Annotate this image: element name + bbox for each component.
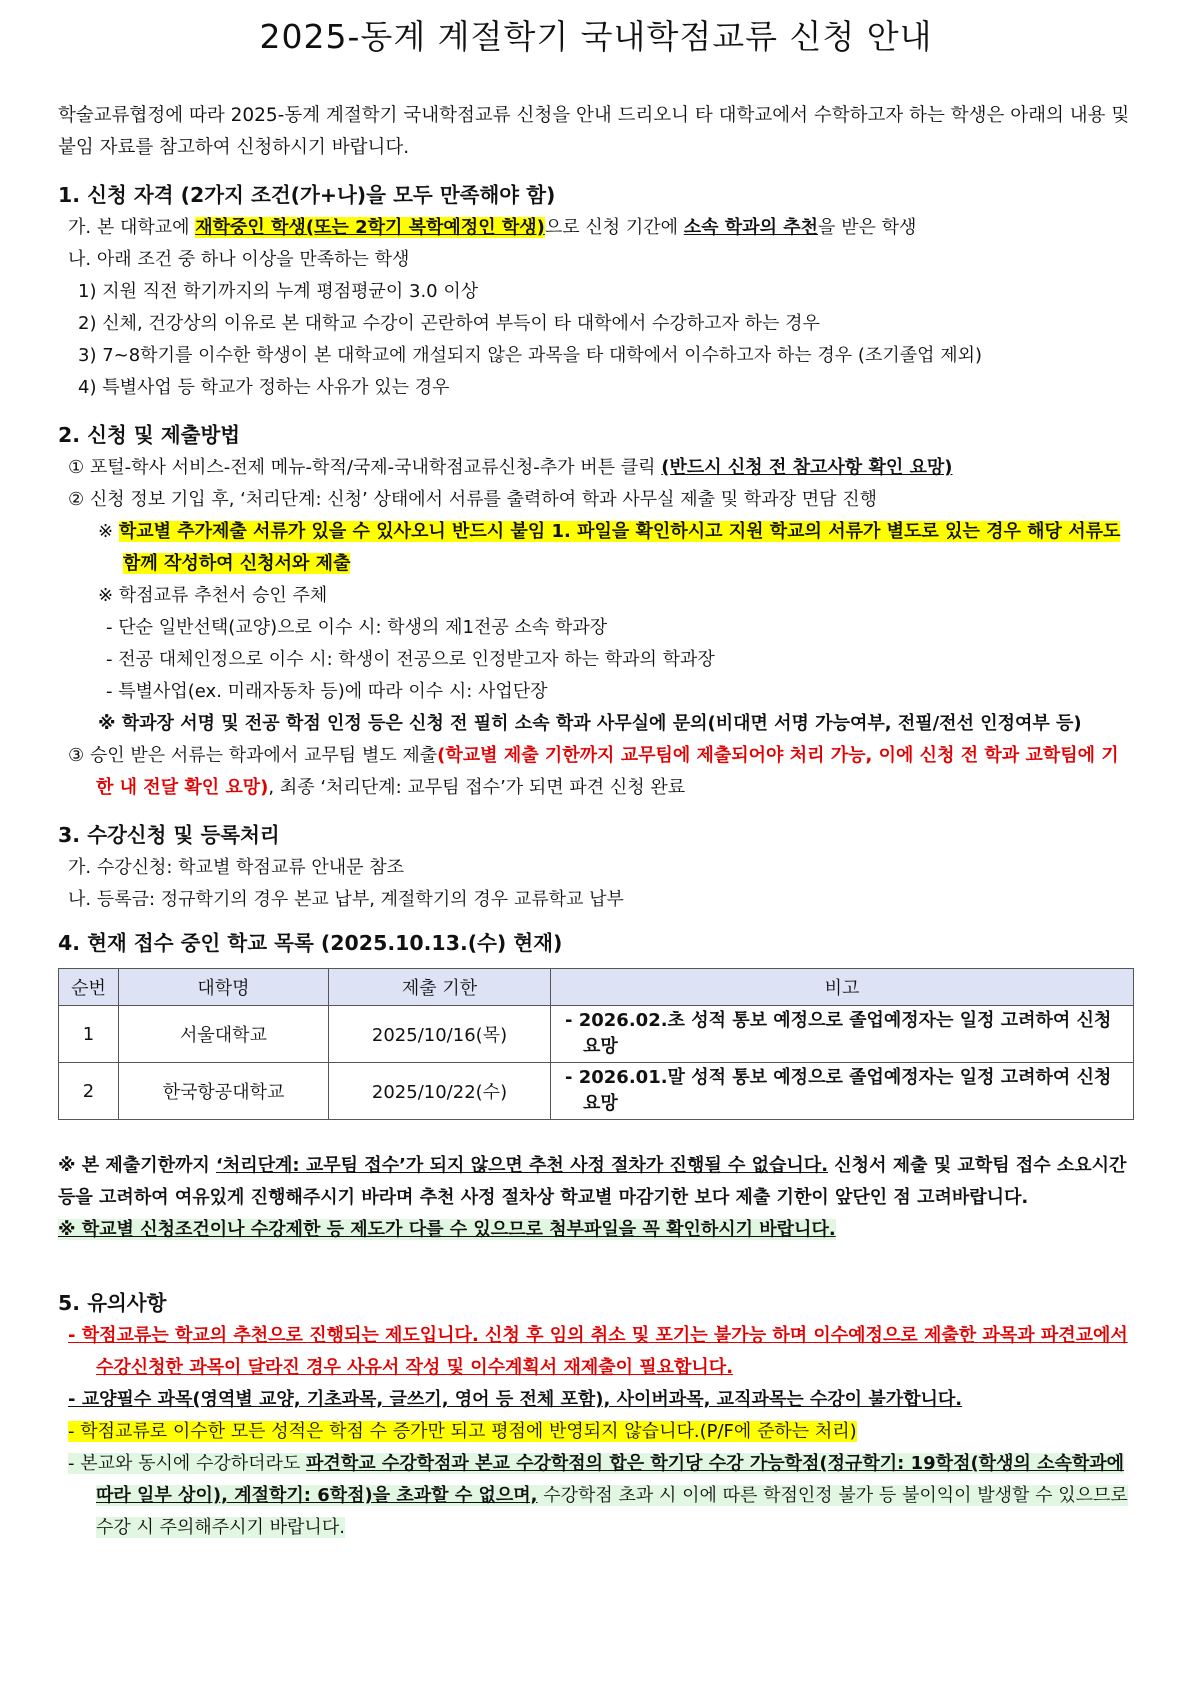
cell-deadline: 2025/10/22(수) <box>329 1063 551 1120</box>
section-3-heading: 3. 수강신청 및 등록처리 <box>58 823 280 847</box>
cell-univ: 서울대학교 <box>119 1006 329 1063</box>
s1-a-highlight: 재학중인 학생(또는 2학기 복학예정인 학생) <box>195 217 545 238</box>
table-header-row <box>59 969 1134 1006</box>
s5-last-underline: 파견학교 수강학점과 본교 수강학점의 합은 학기당 수강 가능학점(정규학기: 19학점(학생의 소속학과에 따라 일부 상이), 계절학기: 6학점)을 초과할 수 없으며, <box>96 1453 1125 1506</box>
s1-a-post: 을 받은 학생 <box>818 217 917 238</box>
s5-item-highlight: - 학점교류로 이수한 모든 성적은 학점 수 증가만 되고 평점에 반영되지 않습니다.(P/F에 준하는 처리) <box>68 1421 857 1442</box>
school-table <box>58 968 1134 1120</box>
s2-note-2-item: - 특별사업(ex. 미래자동차 등)에 따라 이수 시: 사업단장 <box>106 681 548 702</box>
s2-step-3-red: (학교별 제출 기한까지 교무팀에 제출되어야 처리 가능, 이에 신청 전 학과 교학팀에 기한 내 전달 확인 요망) <box>96 745 1119 798</box>
s1-item: 2) 신체, 건강상의 이유로 본 대학교 수강이 곤란하여 부득이 타 대학에서 수강하고자 하는 경우 <box>78 313 820 334</box>
s2-step-1-text: ① 포털-학사 서비스-전제 메뉴-학적/국제-국내학점교류신청-추가 버튼 클릭 <box>68 457 662 478</box>
s2-step-1 <box>58 452 1134 484</box>
cell-deadline: 2025/10/16(목) <box>329 1006 551 1063</box>
section-5-heading: 5. 유의사항 <box>58 1291 167 1315</box>
cell-no: 1 <box>59 1006 119 1063</box>
table-row <box>59 1006 1134 1063</box>
col-header-univ: 대학명 <box>119 969 329 1006</box>
cell-univ: 한국항공대학교 <box>119 1063 329 1120</box>
table-row <box>59 1063 1134 1120</box>
s1-item: 1) 지원 직전 학기까지의 누계 평점평균이 3.0 이상 <box>78 281 479 302</box>
s3-item-a: 가. 수강신청: 학교별 학점교류 안내문 참조 <box>68 857 404 878</box>
s5-item-bold: - 교양필수 과목(영역별 교양, 기초과목, 글쓰기, 영어 등 전체 포함), 사이버과목, 교직과목는 수강이 불가합니다. <box>68 1389 963 1410</box>
s5-last-post: 수강학점 초과 시 이에 따른 학점인정 불가 등 불이익이 발생할 수 있으므로 수강 시 주의해주시기 바랍니다. <box>96 1485 1128 1538</box>
s3-item-b: 나. 등록금: 정규학기의 경우 본교 납부, 계절학기의 경우 교류학교 납부 <box>68 889 624 910</box>
s2-note-3: ※ 학과장 서명 및 전공 학점 인정 등은 신청 전 필히 소속 학과 사무실에 문의(비대면 서명 가능여부, 전필/전선 인정여부 등) <box>98 713 1082 734</box>
note-mark: ※ <box>98 521 119 542</box>
s1-item: 4) 특별사업 등 학교가 정하는 사유가 있는 경우 <box>78 377 450 398</box>
s1-a-underline: 소속 학과의 추천 <box>683 217 818 238</box>
s2-note-2-item: - 전공 대체인정으로 이수 시: 학생이 전공으로 인정받고자 하는 학과의 학과장 <box>106 649 715 670</box>
s1-condition-b: 나. 아래 조건 중 하나 이상을 만족하는 학생 <box>68 249 410 270</box>
s1-a-text: 가. 본 대학교에 <box>68 217 196 238</box>
section-1-heading: 1. 신청 자격 (2가지 조건(가+나)을 모두 만족해야 함) <box>58 183 556 207</box>
attachment-notice <box>58 1214 1134 1246</box>
s2-note-1-highlight: 학교별 추가제출 서류가 있을 수 있사오니 반드시 붙임 1. 파일을 확인하시고 지원 학교의 서류가 별도로 있는 경우 해당 서류도 함께 작성하여 신청서와 제출 <box>118 521 1121 574</box>
s2-step-3 <box>58 740 1134 804</box>
cell-note: - 2026.02.초 성적 통보 예정으로 졸업예정자는 일정 고려하여 신청 요망 <box>551 1006 1134 1063</box>
document-page <box>58 14 1134 1544</box>
s1-condition-a <box>58 212 1134 244</box>
s5-last-text: - 본교와 동시에 수강하더라도 <box>68 1453 307 1474</box>
s1-item: 3) 7~8학기를 이수한 학생이 본 대학교에 개설되지 않은 과목을 타 대학에서 이수하고자 하는 경우 (조기졸업 제외) <box>78 345 983 366</box>
cell-note: - 2026.01.말 성적 통보 예정으로 졸업예정자는 일정 고려하여 신청 요망 <box>551 1063 1134 1120</box>
s5-last-wrap <box>68 1453 1128 1538</box>
s5-item <box>58 1416 1134 1448</box>
s5-item <box>58 1384 1134 1416</box>
page-title: 2025-동계 계절학기 국내학점교류 신청 안내 <box>259 17 933 56</box>
s2-step-3-post: , 최종 ‘처리단계: 교무팀 접수’가 되면 파견 신청 완료 <box>268 777 686 798</box>
s2-note-2-item: - 단순 일반선택(교양)으로 이수 시: 학생의 제1전공 소속 학과장 <box>106 617 608 638</box>
s2-step-3-text: ③ 승인 받은 서류는 학과에서 교무팀 별도 제출 <box>68 745 438 766</box>
s5-item-last <box>58 1448 1134 1544</box>
col-header-no: 순번 <box>59 969 119 1006</box>
notice-post: 신청서 제출 및 교학팀 접수 소요시간 등을 고려하여 여유있게 진행해주시기 바라며 추천 사정 절차상 학교별 마감기한 보다 제출 기한이 앞단인 점 고려바랍니다. <box>58 1155 1127 1208</box>
notice-underline: ‘처리단계: 교무팀 접수’가 되지 않으면 추천 사정 절차가 진행될 수 없습니다. <box>216 1155 829 1176</box>
s2-step-1-underline: (반드시 신청 전 참고사항 확인 요망) <box>661 457 953 478</box>
notice-text: ※ 본 제출기한까지 <box>58 1155 217 1176</box>
s5-item <box>58 1320 1134 1384</box>
s5-item-red: - 학점교류는 학교의 추천으로 진행되는 제도입니다. 신청 후 임의 취소 및 포기는 불가능 하며 이수예정으로 제출한 과목과 파견교에서 수강신청한 과목이 달라진 경우 사유서 작성 및 이수계획서 재제출이 필요합니다. <box>68 1325 1128 1378</box>
deadline-notice <box>58 1150 1134 1214</box>
section-4-heading: 4. 현재 접수 중인 학교 목록 (2025.10.13.(수) 현재) <box>58 931 563 955</box>
s1-a-mid: 으로 신청 기간에 <box>544 217 684 238</box>
col-header-deadline: 제출 기한 <box>329 969 551 1006</box>
col-header-note: 비고 <box>551 969 1134 1006</box>
s2-note-1 <box>58 516 1134 580</box>
intro-paragraph: 학술교류협정에 따라 2025-동계 계절학기 국내학점교류 신청을 안내 드리오니 타 대학교에서 수학하고자 하는 학생은 아래의 내용 및 붙임 자료를 참고하여 신청하시기 바랍니다. <box>58 105 1130 158</box>
attachment-notice-text: ※ 학교별 신청조건이나 수강제한 등 제도가 다를 수 있으므로 첨부파일을 꼭 확인하시기 바랍니다. <box>58 1219 836 1240</box>
s2-note-2: ※ 학점교류 추천서 승인 주체 <box>98 585 328 606</box>
s2-step-2: ② 신청 정보 기입 후, ‘처리단계: 신청’ 상태에서 서류를 출력하여 학과 사무실 제출 및 학과장 면담 진행 <box>68 489 878 510</box>
section-2-heading: 2. 신청 및 제출방법 <box>58 423 241 447</box>
cell-no: 2 <box>59 1063 119 1120</box>
